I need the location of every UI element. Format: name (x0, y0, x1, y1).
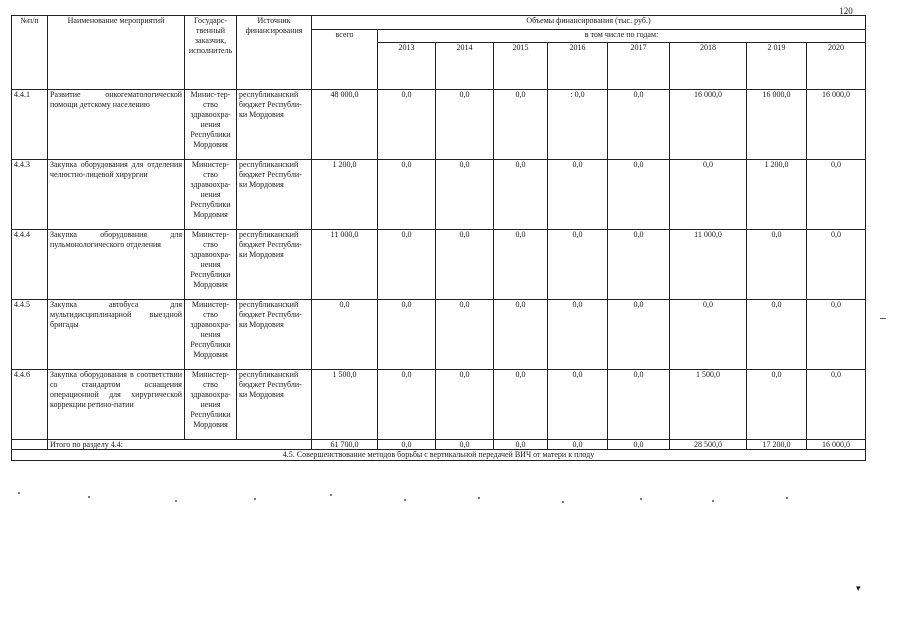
row-year-value: : 0,0 (548, 90, 608, 160)
section-row (12, 450, 866, 461)
table-row (12, 370, 866, 440)
row-total: 0,0 (312, 300, 378, 370)
row-year-value: 0,0 (548, 230, 608, 300)
header-source: Источник финансирования (237, 16, 312, 90)
header-volume: Объемы финансирования (тыс. руб.) (312, 16, 866, 30)
scan-speck (478, 497, 480, 499)
row-year-value: 0,0 (548, 370, 608, 440)
row-year-value: 0,0 (608, 230, 670, 300)
scan-speck (562, 501, 564, 503)
table-row (12, 90, 866, 160)
header-num: №п/п (12, 16, 48, 90)
row-year-value: 0,0 (494, 370, 548, 440)
total-year-value: 17 200,0 (747, 440, 807, 450)
row-customer: Министер-ство здравоохра-нения Республики Мордовия (185, 230, 237, 300)
scan-speck (404, 499, 406, 501)
total-year-value: 0,0 (548, 440, 608, 450)
header-total: всего (312, 30, 378, 90)
row-year-value: 0,0 (378, 230, 436, 300)
row-num: 4.4.4 (12, 230, 48, 300)
row-year-value: 0,0 (670, 160, 747, 230)
row-num: 4.4.3 (12, 160, 48, 230)
row-year-value: 1 500,0 (670, 370, 747, 440)
row-year-value: 0,0 (548, 300, 608, 370)
table-row (12, 230, 866, 300)
financing-table (11, 15, 866, 461)
scan-speck (254, 498, 256, 500)
row-name: Закупка автобуса для мультидисциплинарной выездной бригады (48, 300, 185, 370)
row-year-value: 0,0 (436, 230, 494, 300)
row-year-value: 0,0 (436, 90, 494, 160)
row-year-value: 0,0 (747, 230, 807, 300)
row-year-value: 0,0 (494, 90, 548, 160)
row-customer: Министер-ство здравоохра-нения Республики Мордовия (185, 300, 237, 370)
row-year-value: 0,0 (436, 370, 494, 440)
row-name: Закупка оборудования для отделения челюстно-лицевой хирургии (48, 160, 185, 230)
row-name: Закупка оборудования в соответствии со стандартом оснащения операционной для хирургической коррекции ретино-патии (48, 370, 185, 440)
row-num: 4.4.6 (12, 370, 48, 440)
row-year-value: 0,0 (378, 160, 436, 230)
row-year-value: 11 000,0 (670, 230, 747, 300)
row-year-value: 0,0 (378, 370, 436, 440)
row-customer: Минис-тер-ство здравоохра-нения Республики Мордовия (185, 90, 237, 160)
row-source: республиканский бюджет Республи-ки Мордовия (237, 300, 312, 370)
header-by-years: в том числе по годам: (378, 30, 866, 43)
row-total: 11 000,0 (312, 230, 378, 300)
header-year: 2015 (494, 43, 548, 90)
scan-speck (88, 496, 90, 498)
row-source: республиканский бюджет Республи-ки Мордовия (237, 90, 312, 160)
total-row (12, 440, 866, 450)
row-source: республиканский бюджет Республи-ки Мордовия (237, 160, 312, 230)
total-year-value: 28 500,0 (670, 440, 747, 450)
row-year-value: 0,0 (436, 300, 494, 370)
row-year-value: 0,0 (548, 160, 608, 230)
total-year-value: 16 000,0 (807, 440, 866, 450)
row-year-value: 0,0 (608, 300, 670, 370)
scan-speck (330, 494, 332, 496)
row-year-value: 0,0 (608, 370, 670, 440)
row-customer: Министер-ство здравоохра-нения Республики Мордовия (185, 370, 237, 440)
total-year-value: 0,0 (378, 440, 436, 450)
scan-speck (175, 500, 177, 502)
row-year-value: 0,0 (608, 90, 670, 160)
header-customer: Государс-твенный заказчик, исполнитель (185, 16, 237, 90)
header-year: 2 019 (747, 43, 807, 90)
row-year-value: 16 000,0 (807, 90, 866, 160)
row-year-value: 0,0 (436, 160, 494, 230)
row-total: 1 500,0 (312, 370, 378, 440)
header-year: 2020 (807, 43, 866, 90)
row-source: республиканский бюджет Республи-ки Мордовия (237, 370, 312, 440)
total-year-value: 0,0 (494, 440, 548, 450)
row-year-value: 0,0 (494, 160, 548, 230)
scan-speck (712, 500, 714, 502)
row-year-value: 1 200,0 (747, 160, 807, 230)
row-customer: Министер-ство здравоохра-нения Республики Мордовия (185, 160, 237, 230)
total-year-value: 0,0 (436, 440, 494, 450)
row-year-value: 16 000,0 (747, 90, 807, 160)
row-num: 4.4.5 (12, 300, 48, 370)
header-name: Наименование мероприятий (48, 16, 185, 90)
row-year-value: 0,0 (378, 90, 436, 160)
row-year-value: 0,0 (494, 230, 548, 300)
scan-speck (640, 498, 642, 500)
total-label: Итого по разделу 4.4: (48, 440, 312, 450)
row-year-value: 0,0 (747, 300, 807, 370)
total-num-cell (12, 440, 48, 450)
scan-speck (18, 492, 20, 494)
margin-arrow-mark: ▾ (856, 583, 861, 593)
row-year-value: 0,0 (807, 300, 866, 370)
header-year: 2016 (548, 43, 608, 90)
row-year-value: 0,0 (807, 230, 866, 300)
scan-speck (786, 497, 788, 499)
table-row (12, 160, 866, 230)
row-year-value: 0,0 (494, 300, 548, 370)
row-year-value: 0,0 (807, 160, 866, 230)
total-sum: 61 700,0 (312, 440, 378, 450)
section-title: 4.5. Совершенствование методов борьбы с вертикальной передачей ВИЧ от матери к плоду (12, 450, 866, 461)
header-year: 2018 (670, 43, 747, 90)
row-year-value: 0,0 (807, 370, 866, 440)
row-year-value: 0,0 (378, 300, 436, 370)
total-year-value: 0,0 (608, 440, 670, 450)
row-year-value: 16 000,0 (670, 90, 747, 160)
header-year: 2013 (378, 43, 436, 90)
row-total: 1 200,0 (312, 160, 378, 230)
row-total: 48 000,0 (312, 90, 378, 160)
row-name: Развитие онкогематологической помощи детскому населению (48, 90, 185, 160)
header-year: 2014 (436, 43, 494, 90)
row-source: республиканский бюджет Республи-ки Мордовия (237, 230, 312, 300)
row-name: Закупка оборудования для пульмонологического отделения (48, 230, 185, 300)
row-year-value: 0,0 (747, 370, 807, 440)
row-num: 4.4.1 (12, 90, 48, 160)
margin-tick-mark (880, 318, 886, 319)
page-number: 120 (839, 6, 853, 16)
table-row (12, 300, 866, 370)
header-year: 2017 (608, 43, 670, 90)
row-year-value: 0,0 (670, 300, 747, 370)
row-year-value: 0,0 (608, 160, 670, 230)
